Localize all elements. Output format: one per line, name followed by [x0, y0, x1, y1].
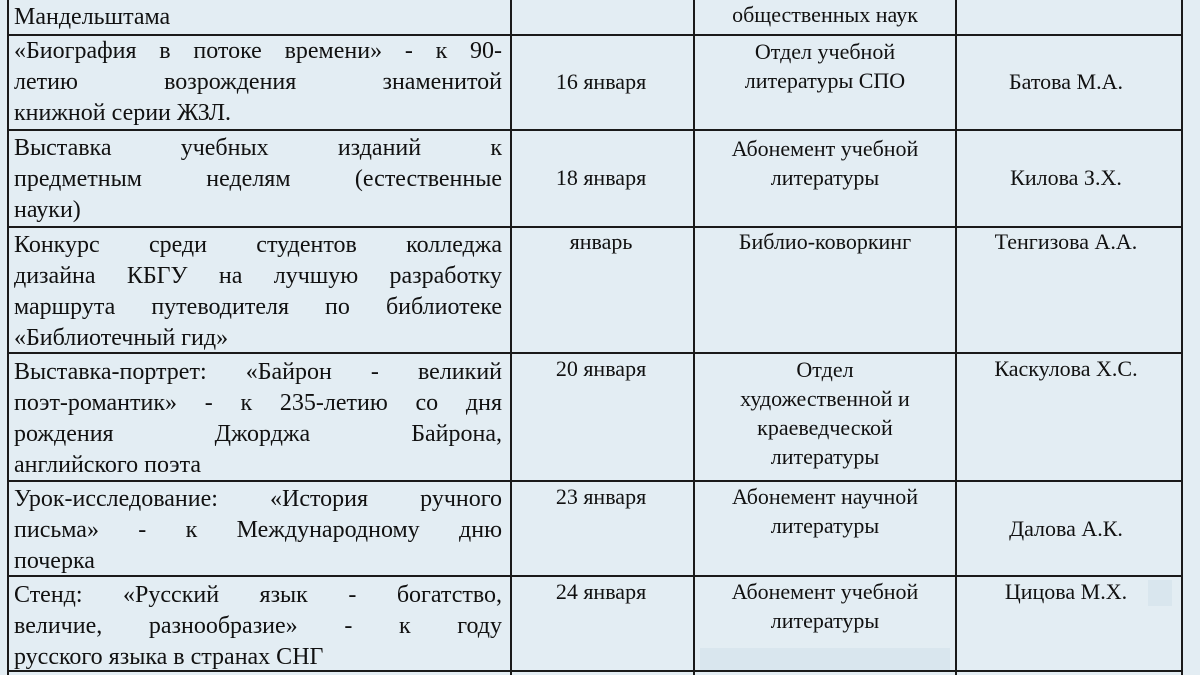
cell-shade [700, 648, 950, 670]
column-divider [693, 0, 695, 675]
department-line: Отдел [796, 357, 854, 382]
date-cell: январь [569, 229, 633, 254]
date-cell: 24 января [555, 579, 647, 604]
event-line: Выставка-портрет: «Байрон - великий [14, 359, 502, 385]
event-line: Стенд: «Русский язык - богатство, [14, 582, 502, 608]
department-line: Абонемент учебной [731, 136, 919, 161]
department-line: литературы [770, 444, 880, 469]
event-line: предметным неделям (естественные [14, 166, 502, 192]
date-cell: 18 января [555, 165, 647, 190]
department-line: литературы [770, 608, 880, 633]
event-cell [14, 230, 502, 354]
event-cell [14, 484, 502, 577]
table-border-left [7, 0, 9, 675]
department-line: Библио-коворкинг [738, 229, 912, 254]
event-line: русского языка в странах СНГ [14, 644, 324, 670]
event-line: «Биография в потоке времени» - к 90- [14, 38, 502, 64]
event-line: «Библиотечный гид» [14, 325, 229, 351]
event-line: дизайна КБГУ на лучшую разработку [14, 263, 502, 289]
event-line: Выставка учебных изданий к [14, 135, 502, 161]
department-line: Абонемент учебной [731, 579, 919, 604]
department-line: литературы [770, 165, 880, 190]
department-cell [700, 577, 950, 635]
event-line: маршрута путеводителя по библиотеке [14, 294, 502, 320]
responsible-cell: Каскулова Х.С. [994, 356, 1138, 381]
event-line: летию возрождения знаменитой [14, 69, 502, 95]
row-divider [7, 129, 1183, 131]
column-divider [510, 0, 512, 675]
event-cell [14, 133, 502, 226]
event-line: Конкурс среди студентов колледжа [14, 232, 502, 258]
date-cell: 23 января [555, 484, 647, 509]
department-cell [700, 134, 950, 192]
event-cell [14, 2, 502, 33]
table-border-right [1181, 0, 1183, 675]
responsible-cell: Цицова М.Х. [1004, 579, 1128, 604]
event-line: Мандельштама [14, 4, 171, 30]
department-cell [700, 37, 950, 95]
event-line: величие, разнообразие» - к году [14, 613, 502, 639]
event-line: книжной серии ЖЗЛ. [14, 100, 232, 126]
event-line: английского поэта [14, 452, 201, 478]
event-line: письма» - к Международному дню [14, 517, 502, 543]
department-cell [700, 355, 950, 471]
department-line: Абонемент научной [731, 484, 919, 509]
event-line: рождения Джорджа Байрона, [14, 421, 502, 447]
department-cell [700, 482, 950, 540]
event-line: поэт-романтик» - к 235-летию со дня [14, 390, 502, 416]
department-line: общественных наук [732, 2, 918, 27]
department-line: краеведческой [757, 415, 893, 440]
event-cell [14, 357, 502, 481]
responsible-cell: Батова М.А. [1009, 69, 1123, 94]
department-line: художественной и [740, 386, 910, 411]
date-cell: 20 января [555, 356, 647, 381]
event-line: почерка [14, 548, 95, 574]
department-line: литературы СПО [744, 68, 906, 93]
event-line: науки) [14, 197, 81, 223]
responsible-cell: Тенгизова А.А. [994, 229, 1138, 254]
date-cell: 16 января [555, 69, 647, 94]
department-cell [700, 0, 950, 29]
column-divider [955, 0, 957, 675]
department-line: Отдел учебной [754, 39, 896, 64]
event-line: Урок-исследование: «История ручного [14, 486, 502, 512]
event-cell [14, 36, 502, 129]
department-line: литературы [770, 513, 880, 538]
responsible-cell: Килова З.Х. [1010, 165, 1122, 190]
event-cell [14, 580, 502, 673]
responsible-cell: Далова А.К. [1009, 516, 1123, 541]
department-cell [700, 227, 950, 256]
